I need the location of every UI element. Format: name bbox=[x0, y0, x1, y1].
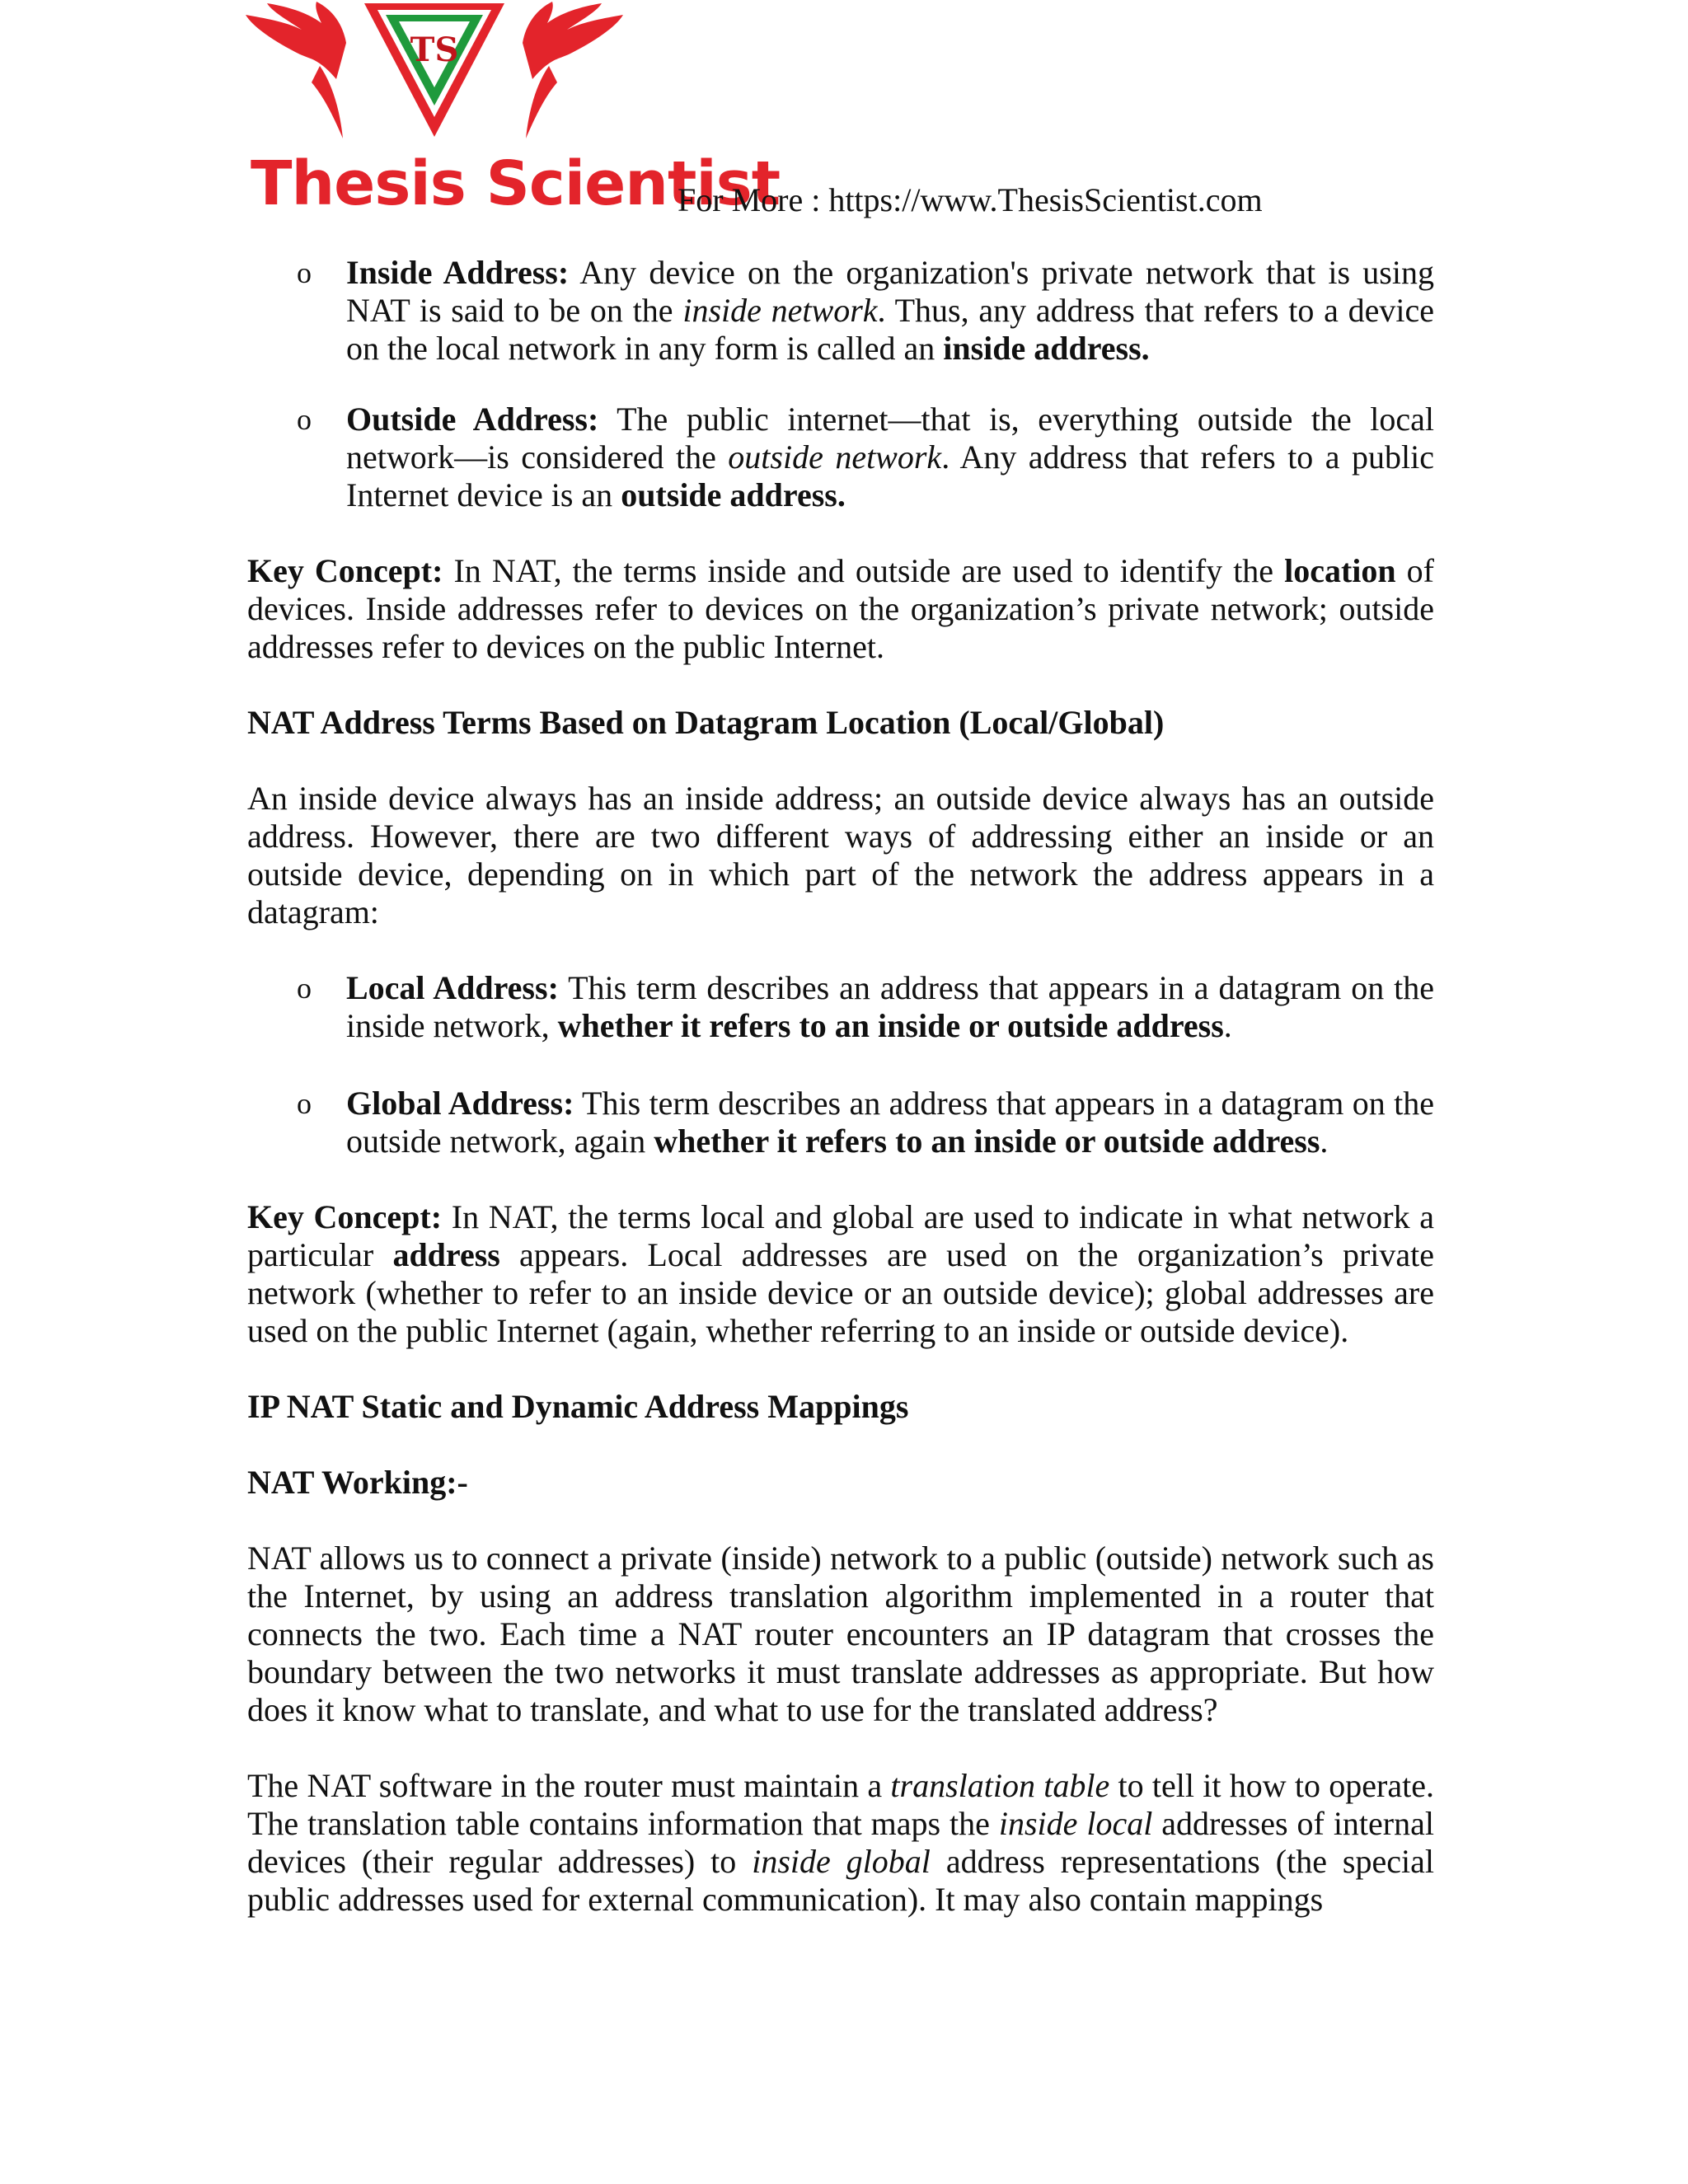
list-item-global-address: o Global Address: This term describes an address that appears in a datagram on the outside network, again whether it refers to an inside or outside address. bbox=[297, 1085, 1434, 1160]
list-item-local-address: o Local Address: This term describes an address that appears in a datagram on the inside network, whether it refers to an inside or outside address. bbox=[297, 969, 1434, 1044]
thesis-scientist-logo-emblem bbox=[241, 0, 628, 155]
section-heading-mappings: IP NAT Static and Dynamic Address Mappings bbox=[247, 1388, 909, 1425]
key-concept-paragraph-2: Key Concept: In NAT, the terms local and global are used to indicate in what network a particular address appears. Local addresses are used on the organization’s private network (whether to refer to an inside device or an outside device); global addresses are used on the public Internet (again, whether referring to an inside or outside device). bbox=[247, 1198, 1434, 1349]
section-heading-nat-working: NAT Working:- bbox=[247, 1464, 468, 1501]
key-concept-label: Key Concept: bbox=[247, 1198, 443, 1235]
list-item-inside-address: o Inside Address: Any device on the organization's private network that is using NAT is said to be on the inside network. Thus, any address that refers to a device on the local network in any form is called an inside address. bbox=[297, 254, 1435, 367]
logo-wordmark: Thesis Scientist bbox=[251, 148, 781, 219]
bullet-mark: o bbox=[297, 972, 312, 1005]
paragraph-translation-table: The NAT software in the router must maintain a translation table to tell it how to operate. The translation table contains information that maps the inside local addresses of internal devices (their regular addresses) to inside global address representations (the special public addresses used for external communication). It may also contain mappings bbox=[247, 1767, 1434, 1918]
paragraph-nat-working: NAT allows us to connect a private (inside) network to a public (outside) network such as the Internet, by using an address translation algorithm implemented in a router that connects the two. Each time a NAT router encounters an IP datagram that crosses the boundary between the two networks it must translate addresses as appropriate. But how does it know what to translate, and what to use for the translated address? bbox=[247, 1540, 1434, 1728]
paragraph-local-global: An inside device always has an inside address; an outside device always has an outside address. However, there are two different ways of addressing either an inside or an outside device, depending on in which part of the network the address appears in a datagram: bbox=[247, 780, 1434, 930]
key-concept-paragraph-1: Key Concept: In NAT, the terms inside and outside are used to identify the location of devices. Inside addresses refer to devices on the organization’s private network; outside addresses refer to devices on the public Internet. bbox=[247, 552, 1434, 665]
bullet-mark: o bbox=[297, 403, 312, 436]
page-header bbox=[241, 0, 1444, 223]
section-heading-local-global: NAT Address Terms Based on Datagram Location (Local/Global) bbox=[247, 704, 1165, 741]
bullet-mark: o bbox=[297, 256, 312, 289]
list-item-outside-address: o Outside Address: The public internet—that is, everything outside the local network—is considered the outside network. Any address that refers to a public Internet device is an outside address. bbox=[297, 401, 1434, 513]
term-local-address: Local Address: bbox=[346, 969, 559, 1006]
term-inside-address: Inside Address: bbox=[346, 254, 570, 291]
bullet-mark: o bbox=[297, 1087, 312, 1120]
key-concept-label: Key Concept: bbox=[247, 552, 443, 589]
term-outside-address: Outside Address: bbox=[346, 401, 599, 438]
website-link-text: For More : https://www.ThesisScientist.com bbox=[678, 181, 1263, 218]
svg-text:TS: TS bbox=[410, 30, 459, 69]
main-content bbox=[247, 254, 1434, 1919]
term-global-address: Global Address: bbox=[346, 1085, 574, 1122]
